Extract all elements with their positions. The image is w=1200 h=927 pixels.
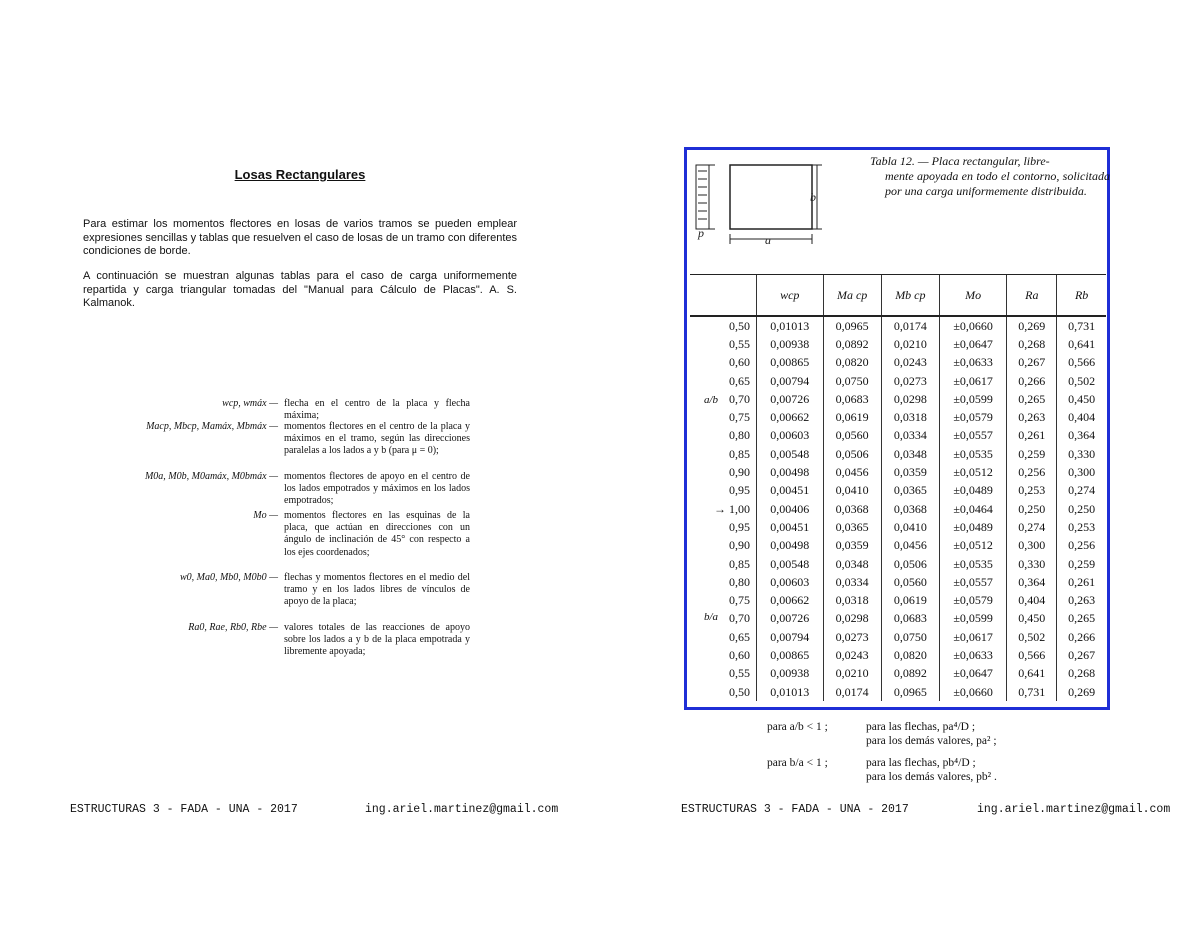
header-rb: Rb (1057, 275, 1106, 317)
table-row (690, 335, 1106, 353)
table-cell: 0,263 (1007, 408, 1057, 426)
table-cell: 0,00726 (757, 390, 824, 408)
table-cell: 0,0506 (881, 555, 939, 573)
table-row (690, 372, 1106, 390)
table-cell: ±0,0579 (939, 408, 1006, 426)
footnote-ab-other: para los demás valores, pa² ; (866, 735, 997, 747)
footnote-ba-other: para los demás valores, pb² . (866, 771, 997, 783)
table-cell: ±0,0557 (939, 573, 1006, 591)
table-cell: 0,00451 (757, 482, 824, 500)
ratio-cell: 0,75 (729, 593, 750, 608)
table-cell: 0,267 (1057, 646, 1106, 664)
load-label-p: p (698, 226, 704, 240)
table-cell: 0,261 (1057, 573, 1106, 591)
glossary-symbols: w0, Ma0, Mb0, M0b0 — (179, 572, 278, 583)
ratio-cell: 0,70 (729, 391, 750, 406)
table-cell: 0,263 (1057, 591, 1106, 609)
caption-line-1: Tabla 12. — Placa rectangular, libre- (870, 154, 1050, 168)
table-cell: 0,330 (1057, 445, 1106, 463)
table-cell: ±0,0512 (939, 537, 1006, 555)
table-cell: 0,0683 (823, 390, 881, 408)
table-cell: 0,502 (1057, 372, 1106, 390)
footer-email[interactable]: ing.ariel.martinez@gmail.com (977, 803, 1171, 816)
table-row (690, 573, 1106, 591)
table-cell: 0,253 (1007, 482, 1057, 500)
intro-paragraph: Para estimar los momentos flectores en losas de varios tramos se pueden emplear expresiones sencillas y tablas que resuelven el caso de losas de un tramo con diferentes condiciones de borde. (83, 218, 517, 257)
footnote-ab-condition: para a/b < 1 ; (767, 721, 828, 733)
table-cell: 0,0318 (823, 591, 881, 609)
glossary-item (100, 398, 480, 422)
table-cell: 0,0298 (823, 610, 881, 628)
table-cell: 0,404 (1057, 408, 1106, 426)
table-cell: 0,0334 (881, 427, 939, 445)
table-cell: 0,00865 (757, 354, 824, 372)
table-cell: 0,00794 (757, 372, 824, 390)
table-header-row (690, 275, 1106, 317)
table-cell: 0,00406 (757, 500, 824, 518)
header-mbcp: Mb cp (881, 275, 939, 317)
table-cell: 0,0243 (881, 354, 939, 372)
glossary-description: momentos flectores en las esquinas de la placa, que actúan en direcciones con un ángulo de inclinación de 45° con respecto a los ejes coordenados; (284, 510, 470, 558)
table-cell: 0,265 (1057, 610, 1106, 628)
table-cell: ±0,0617 (939, 372, 1006, 390)
table-cell: 0,01013 (757, 683, 824, 701)
table-row (690, 354, 1106, 372)
table-cell: 0,0750 (823, 372, 881, 390)
table-row (690, 555, 1106, 573)
table-cell: 0,00662 (757, 408, 824, 426)
table-cell: 0,0560 (881, 573, 939, 591)
glossary-description: momentos flectores de apoyo en el centro de los lados empotrados y máximos en los lados empotrados; (284, 471, 470, 507)
table-cell: ±0,0633 (939, 354, 1006, 372)
table-cell: 0,253 (1057, 518, 1106, 536)
table-cell: 0,267 (1007, 354, 1057, 372)
table-cell: 0,0174 (823, 683, 881, 701)
table-cell: 0,0368 (881, 500, 939, 518)
table-caption (870, 154, 1110, 199)
table-cell: 0,0560 (823, 427, 881, 445)
table-cell: 0,364 (1007, 573, 1057, 591)
table-cell: 0,0506 (823, 445, 881, 463)
ratio-cell: 0,80 (729, 428, 750, 443)
table-cell: ±0,0557 (939, 427, 1006, 445)
table-cell: 0,0750 (881, 628, 939, 646)
table-cell: 0,0359 (881, 463, 939, 481)
table-row (690, 427, 1106, 445)
table-cell: 0,364 (1057, 427, 1106, 445)
table-row (690, 482, 1106, 500)
table-cell: 0,0619 (881, 591, 939, 609)
glossary-item (100, 510, 480, 572)
table-cell: 0,259 (1057, 555, 1106, 573)
table-cell: 0,250 (1057, 500, 1106, 518)
table-cell: 0,300 (1007, 537, 1057, 555)
table-cell: ±0,0633 (939, 646, 1006, 664)
plate-diagram (690, 155, 830, 255)
table-cell: ±0,0464 (939, 500, 1006, 518)
table-cell: 0,0273 (823, 628, 881, 646)
table-cell: 0,268 (1057, 665, 1106, 683)
table-cell: ±0,0489 (939, 482, 1006, 500)
table-cell: 0,566 (1057, 354, 1106, 372)
source-paragraph: A continuación se muestran algunas tablas para el caso de carga uniformemente repartida y carga triangular tomadas del "Manual para Cálculo de Placas". A. S. Kalmanok. (83, 270, 517, 309)
table-cell: ±0,0535 (939, 445, 1006, 463)
table-cell: 0,731 (1057, 316, 1106, 335)
ratio-cell: 0,60 (729, 355, 750, 370)
table-cell: ±0,0489 (939, 518, 1006, 536)
ratio-cell: 0,90 (729, 465, 750, 480)
glossary-symbols: Macp, Mbcp, Mamáx, Mbmáx — (146, 421, 278, 432)
glossary-description: valores totales de las reacciones de apoyo sobre los lados a y b de la placa empotrada y libremente apoyada; (284, 622, 470, 658)
glossary-item (100, 421, 480, 471)
table-cell: 0,269 (1057, 683, 1106, 701)
table-row (690, 610, 1106, 628)
table-cell: 0,0318 (881, 408, 939, 426)
glossary-description: flechas y momentos flectores en el medio del tramo y en los lados libres de vínculos de apoyo de la placa; (284, 572, 470, 608)
table-cell: 0,274 (1007, 518, 1057, 536)
table-cell: 0,0365 (823, 518, 881, 536)
table-row (690, 683, 1106, 701)
glossary-symbols: M0a, M0b, M0amáx, M0bmáx — (144, 471, 278, 482)
glossary-description: momentos flectores en el centro de la placa y máximos en el tramo, según las direcciones paralelas a los lados a y b (para μ = 0); (284, 421, 470, 457)
ratio-cell: → 1,00 (714, 501, 750, 516)
table-cell: ±0,0599 (939, 610, 1006, 628)
footnote-ba-condition: para b/a < 1 ; (767, 757, 828, 769)
ratio-cell: 0,50 (729, 318, 750, 333)
table-cell: 0,0174 (881, 316, 939, 335)
ratio-cell: 0,65 (729, 629, 750, 644)
table-row (690, 463, 1106, 481)
table-cell: 0,0820 (881, 646, 939, 664)
ratio-cell: 0,95 (729, 483, 750, 498)
table-cell: 0,0210 (823, 665, 881, 683)
table-cell: 0,0965 (823, 316, 881, 335)
header-macp: Ma cp (823, 275, 881, 317)
header-wcp: wcp (757, 275, 824, 317)
table-cell: 0,0273 (881, 372, 939, 390)
table-cell: 0,0365 (881, 482, 939, 500)
table-cell: 0,0210 (881, 335, 939, 353)
ratio-cell: 0,85 (729, 446, 750, 461)
table-row (690, 445, 1106, 463)
dim-label-a: a (765, 233, 771, 247)
table-cell: 0,300 (1057, 463, 1106, 481)
plate-outline (730, 165, 812, 229)
table-cell: 0,250 (1007, 500, 1057, 518)
table-cell: 0,0410 (823, 482, 881, 500)
ratio-cell: 0,95 (729, 519, 750, 534)
table-cell: 0,0368 (823, 500, 881, 518)
table-cell: 0,266 (1007, 372, 1057, 390)
table-cell: 0,330 (1007, 555, 1057, 573)
ratio-label-b-over-a: b/a (704, 611, 719, 623)
ratio-label-a-over-b: a/b (704, 394, 719, 406)
table-cell: 0,259 (1007, 445, 1057, 463)
table-cell: ±0,0599 (939, 390, 1006, 408)
table-cell: 0,0456 (881, 537, 939, 555)
table-cell: 0,00938 (757, 665, 824, 683)
table-row (690, 316, 1106, 335)
table-row (690, 500, 1106, 518)
glossary-item (100, 572, 480, 622)
ratio-cell: 0,60 (729, 647, 750, 662)
table-cell: 0,269 (1007, 316, 1057, 335)
table-row (690, 390, 1106, 408)
table-cell: 0,450 (1057, 390, 1106, 408)
ratio-cell: 0,90 (729, 538, 750, 553)
table-cell: 0,256 (1057, 537, 1106, 555)
ratio-cell: 0,70 (729, 611, 750, 626)
glossary-symbols: Mo — (253, 510, 278, 521)
table-cell: 0,0965 (881, 683, 939, 701)
glossary-description: flecha en el centro de la placa y flecha máxima; (284, 398, 470, 422)
table-cell: 0,0683 (881, 610, 939, 628)
table-cell: 0,0410 (881, 518, 939, 536)
table-cell: 0,00726 (757, 610, 824, 628)
table-cell: ±0,0660 (939, 316, 1006, 335)
coefficient-table (690, 274, 1106, 701)
header-mo: Mo (939, 275, 1006, 317)
table-cell: 0,0820 (823, 354, 881, 372)
table-cell: 0,00498 (757, 537, 824, 555)
table-cell: 0,0892 (823, 335, 881, 353)
table-cell: 0,0359 (823, 537, 881, 555)
footnote-ba-deflection: para las flechas, pb⁴/D ; (866, 757, 976, 769)
table-row (690, 537, 1106, 555)
glossary-item (100, 471, 480, 508)
table-cell: 0,0892 (881, 665, 939, 683)
table-cell: 0,641 (1057, 335, 1106, 353)
table-cell: 0,00548 (757, 555, 824, 573)
table-row (690, 646, 1106, 664)
table-cell: ±0,0660 (939, 683, 1006, 701)
load-diagram (696, 165, 715, 229)
table-cell: 0,731 (1007, 683, 1057, 701)
table-cell: 0,0348 (881, 445, 939, 463)
table-cell: 0,00451 (757, 518, 824, 536)
table-cell: 0,641 (1007, 665, 1057, 683)
table-cell: ±0,0647 (939, 665, 1006, 683)
ratio-cell: 0,55 (729, 336, 750, 351)
table-row (690, 591, 1106, 609)
table-cell: 0,0456 (823, 463, 881, 481)
table-cell: 0,0243 (823, 646, 881, 664)
footer-email[interactable]: ing.ariel.martinez@gmail.com (365, 803, 559, 816)
caption-rest: mente apoyada en todo el contorno, solicitada por una carga uniformemente distribuida. (885, 169, 1110, 198)
footer-course: ESTRUCTURAS 3 - FADA - UNA - 2017 (681, 803, 909, 816)
table-cell: 0,00938 (757, 335, 824, 353)
table-cell: 0,00498 (757, 463, 824, 481)
table-cell: 0,0619 (823, 408, 881, 426)
table-cell: 0,00662 (757, 591, 824, 609)
ratio-cell: 0,85 (729, 556, 750, 571)
table-cell: 0,00794 (757, 628, 824, 646)
table-cell: 0,266 (1057, 628, 1106, 646)
table-cell: 0,566 (1007, 646, 1057, 664)
footer-course: ESTRUCTURAS 3 - FADA - UNA - 2017 (70, 803, 298, 816)
table-cell: 0,00548 (757, 445, 824, 463)
table-row (690, 518, 1106, 536)
dimension-lines (730, 165, 822, 244)
ratio-cell: 0,50 (729, 684, 750, 699)
table-cell: 0,01013 (757, 316, 824, 335)
table-cell: 0,450 (1007, 610, 1057, 628)
table-cell: ±0,0617 (939, 628, 1006, 646)
table-cell: 0,0334 (823, 573, 881, 591)
glossary-symbols: Ra0, Rae, Rb0, Rbe — (188, 622, 278, 633)
page-title: Losas Rectangulares (234, 167, 366, 182)
ratio-cell: 0,55 (729, 666, 750, 681)
table-cell: 0,00603 (757, 573, 824, 591)
table-cell: 0,268 (1007, 335, 1057, 353)
table-cell: 0,265 (1007, 390, 1057, 408)
table-cell: 0,404 (1007, 591, 1057, 609)
ratio-cell: 0,65 (729, 373, 750, 388)
table-cell: 0,256 (1007, 463, 1057, 481)
table-row (690, 628, 1106, 646)
table-cell: 0,0348 (823, 555, 881, 573)
table-cell: 0,00603 (757, 427, 824, 445)
table-row (690, 408, 1106, 426)
footnote-ab-deflection: para las flechas, pa⁴/D ; (866, 721, 976, 733)
table-cell: 0,0298 (881, 390, 939, 408)
header-ratio (690, 275, 757, 317)
table-cell: 0,274 (1057, 482, 1106, 500)
table-cell: 0,261 (1007, 427, 1057, 445)
table-row (690, 665, 1106, 683)
table-cell: 0,502 (1007, 628, 1057, 646)
table-cell: 0,00865 (757, 646, 824, 664)
ratio-cell: 0,80 (729, 574, 750, 589)
glossary-symbols: wcp, wmáx — (222, 398, 278, 409)
table-cell: ±0,0512 (939, 463, 1006, 481)
table-cell: ±0,0579 (939, 591, 1006, 609)
glossary-item (100, 622, 480, 672)
table-cell: ±0,0535 (939, 555, 1006, 573)
header-ra: Ra (1007, 275, 1057, 317)
dim-label-b: b (810, 190, 816, 204)
table-cell: ±0,0647 (939, 335, 1006, 353)
ratio-cell: 0,75 (729, 410, 750, 425)
